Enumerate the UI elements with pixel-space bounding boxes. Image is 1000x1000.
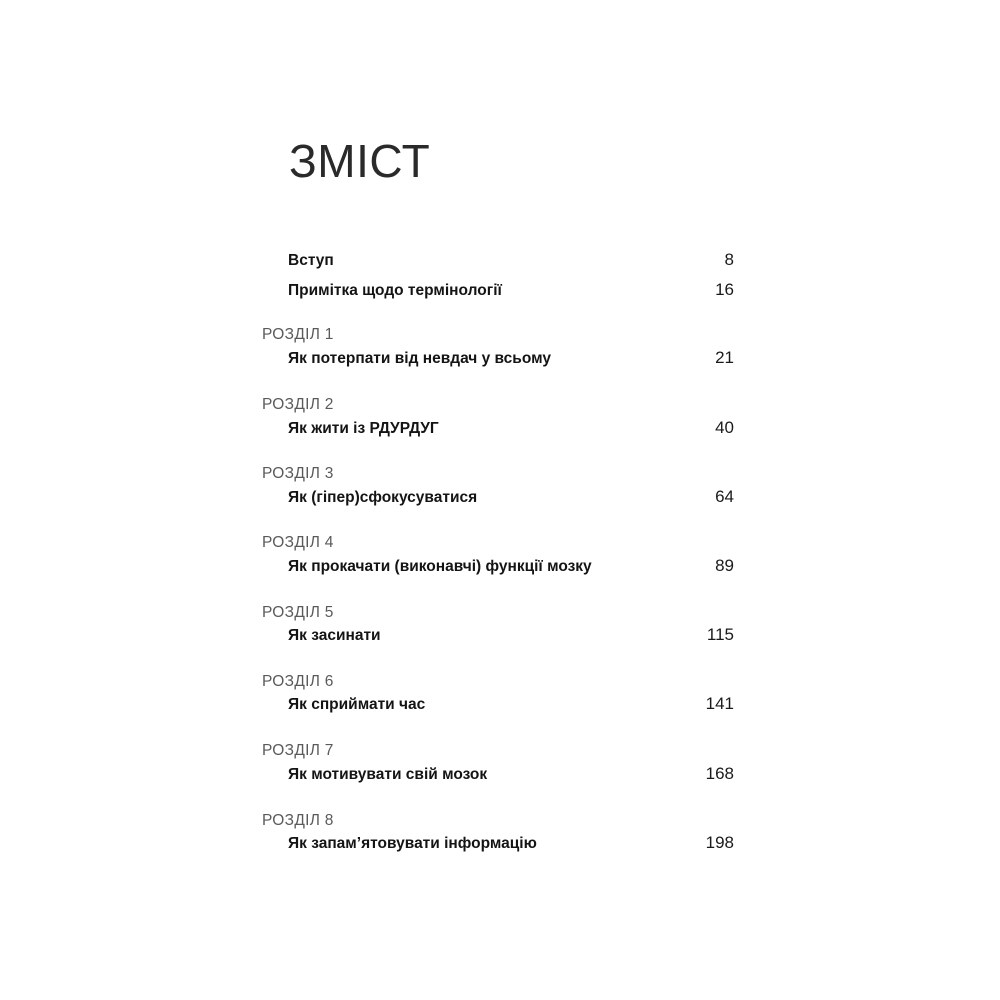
toc-entry-page-number: 64 <box>715 487 734 506</box>
toc-entry-page-number: 198 <box>705 833 734 852</box>
toc-entry-chapter-4[interactable] <box>288 556 734 578</box>
toc-entry-page-number: 21 <box>715 348 734 367</box>
toc-entry-chapter-3[interactable] <box>288 487 734 509</box>
chapter-label: РОЗДІЛ 1 <box>262 326 334 343</box>
toc-entry-page-number: 115 <box>706 625 734 644</box>
toc-entry-title: Як запам’ятовувати інформацію <box>288 835 537 852</box>
toc-entry-introduction[interactable] <box>288 250 734 272</box>
toc-entry-terminology-note[interactable] <box>288 280 734 302</box>
toc-entry-title: Вступ <box>288 252 334 269</box>
toc-entry-title: Як засинати <box>288 627 381 644</box>
toc-entry-title: Як прокачати (виконавчі) функції мозку <box>288 558 592 575</box>
toc-entry-page-number: 16 <box>715 280 734 299</box>
toc-entry-page-number: 40 <box>715 418 734 437</box>
toc-entry-chapter-1[interactable] <box>288 348 734 370</box>
toc-entry-title: Як сприймати час <box>288 696 426 713</box>
toc-entry-title: Як жити із РДУРДУГ <box>288 420 439 437</box>
toc-entry-page-number: 89 <box>715 556 734 575</box>
chapter-label: РОЗДІЛ 2 <box>262 396 334 413</box>
toc-entry-chapter-7[interactable] <box>288 764 734 786</box>
toc-entry-title: Як мотивувати свій мозок <box>288 766 488 783</box>
chapter-label: РОЗДІЛ 4 <box>262 534 334 551</box>
chapter-label: РОЗДІЛ 7 <box>262 742 334 759</box>
chapter-label: РОЗДІЛ 8 <box>262 812 334 829</box>
toc-entry-chapter-8[interactable] <box>288 833 734 855</box>
toc-entry-chapter-6[interactable] <box>288 694 734 716</box>
toc-entry-page-number: 141 <box>705 694 734 713</box>
toc-entry-title: Як (гіпер)сфокусуватися <box>288 489 478 506</box>
toc-entry-page-number: 8 <box>724 250 734 269</box>
page-title: ЗМІСТ <box>289 135 431 187</box>
toc-entry-title: Примітка щодо термінології <box>288 282 502 299</box>
toc-entry-chapter-5[interactable] <box>288 625 734 647</box>
toc-entry-title: Як потерпати від невдач у всьому <box>288 350 551 367</box>
toc-entry-page-number: 168 <box>705 764 734 783</box>
chapter-label: РОЗДІЛ 5 <box>262 604 334 621</box>
toc-entry-chapter-2[interactable] <box>288 418 734 440</box>
chapter-label: РОЗДІЛ 6 <box>262 673 334 690</box>
chapter-label: РОЗДІЛ 3 <box>262 465 334 482</box>
